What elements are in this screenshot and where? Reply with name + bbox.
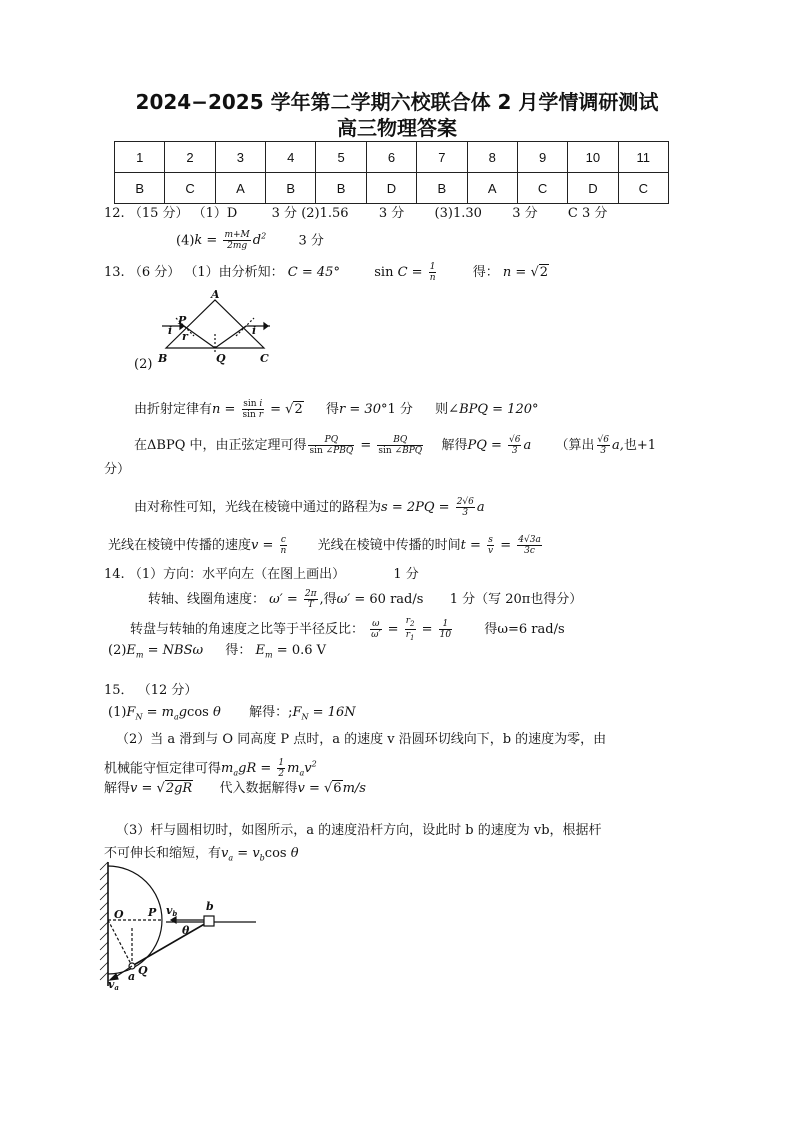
label-i-right: i	[252, 324, 257, 337]
answer-table	[114, 141, 669, 204]
answer-cell: B	[316, 173, 366, 204]
q14-omega-c: 60 rad/s	[369, 592, 424, 607]
q12-line2	[176, 228, 324, 251]
q15-part1-value: 16	[327, 705, 345, 720]
q13-pq-value: PQ = $\frac{√6}{3}$ a	[467, 435, 532, 456]
question-number-cell: 4	[266, 142, 316, 173]
q13-alt-value: $\frac{√6}{3}$ a,	[597, 435, 624, 456]
question-number-cell: 2	[165, 142, 215, 173]
q13-n-value: n = √2	[502, 265, 549, 280]
q13-refraction-line	[134, 399, 539, 420]
label-C: C	[260, 352, 269, 365]
wall-hatching	[100, 862, 108, 980]
answer-cell: C	[165, 173, 215, 204]
q15-energy-formula: $m_agR$ = $\frac{1}{2}$ $m_av^2$	[221, 758, 317, 780]
q15-part1-line	[108, 704, 356, 727]
q15-points: （12 分）	[137, 683, 198, 698]
answer-cell: A	[215, 173, 265, 204]
answer-table-numbers-row	[115, 142, 669, 173]
q13-sinc-formula: sin C = $\frac{1}{n}$	[374, 262, 436, 283]
q13-refraction-b: 得	[326, 402, 340, 417]
rod-circle-diagram	[96, 858, 260, 992]
q13-sine-e: 分）	[104, 462, 131, 477]
q14-ratio-b: 得ω=6 rad/s	[484, 621, 565, 637]
label-P: P	[148, 906, 157, 919]
question-number-cell: 6	[366, 142, 416, 173]
label-P: P	[178, 314, 187, 327]
slider-b	[204, 916, 214, 926]
label-va: va	[108, 978, 119, 992]
answer-cell: C	[618, 173, 668, 204]
q13-sine-b: 解得	[441, 438, 468, 453]
q12-points: （15 分）	[128, 206, 189, 221]
q15-part3-text2: 不可伸长和缩短，有	[104, 846, 222, 861]
answer-cell: B	[266, 173, 316, 204]
q12-score1: 3 分	[271, 206, 298, 221]
q15-part2-line3	[104, 780, 366, 798]
q15-normal-force-formula: $F_N = m_agcos$ θ	[126, 705, 221, 722]
q13-time-text: 光线在棱镜中传播的时间	[317, 538, 461, 553]
label-A: A	[211, 288, 220, 301]
q15-part2-text2: 机械能守恒定律可得	[104, 761, 222, 777]
question-number-cell: 11	[618, 142, 668, 173]
q14-omega-a: 转轴、线圈角速度：	[148, 592, 266, 607]
q12-label: 12.	[104, 206, 125, 221]
q12-line1	[104, 205, 607, 223]
prism-diagram	[132, 288, 282, 370]
q14-ratio-line	[130, 616, 565, 643]
q15-part1-label: (1)	[108, 705, 127, 720]
answer-cell: B	[115, 173, 165, 204]
q13-sine-c: （算出	[555, 438, 595, 453]
q12-formula: k = $\frac{m+M}{2mg}$ $d^2$	[194, 230, 267, 252]
q13-sine-d: 也+1	[623, 438, 657, 453]
q13-time-formula: t = $\frac{s}{v}$ = $\frac{4√3a}{3c}$	[460, 535, 541, 556]
q15-velocity-relation: $v_a = v_b\cos$ θ	[221, 846, 299, 863]
q15-part2-solve: 解得	[104, 781, 131, 796]
q15-part1-unit: N	[344, 705, 356, 720]
q13-refraction-c: 1 分	[387, 402, 413, 417]
q12-part4-label: (4)	[176, 233, 195, 249]
label-theta: θ	[182, 924, 190, 937]
q13-points: （6 分）	[128, 265, 181, 280]
label-Q: Q	[216, 352, 226, 365]
label-Q: Q	[138, 964, 148, 977]
q12-part2: (2)1.56	[301, 206, 349, 221]
q15-v-formula: v = √2gR	[130, 781, 193, 796]
q14-omega-b: ,得	[319, 592, 337, 607]
label-a: a	[128, 970, 136, 983]
q14-omega-formula: ω′ = $\frac{2\pi}{T}$	[269, 589, 317, 610]
q14-emf-symbol: $E_m$ =	[255, 643, 292, 660]
dashed-radius-oq	[108, 920, 132, 966]
label-B: B	[158, 352, 168, 365]
q13-sine-formula: $\frac{PQ}{\text{sin ∠PBQ}}$ = $\frac{BQ}{\text{sin ∠BPQ}}$	[309, 435, 423, 456]
q13-path-line	[134, 497, 485, 518]
q14-part2-got: 得：	[225, 643, 252, 658]
q14-emf-formula: $E_m = NBS\omega$	[126, 643, 204, 660]
answer-cell: D	[568, 173, 618, 204]
answer-cell: B	[417, 173, 467, 204]
answer-cell: C	[517, 173, 567, 204]
label-vb: vb	[166, 904, 178, 918]
q15-normal-force-symbol: $F_N$ =	[292, 705, 328, 722]
q12-part1: （1）D	[192, 206, 238, 221]
label-b: b	[206, 900, 214, 913]
q15-v-value: v = √6m/s	[297, 781, 366, 796]
q15-part2-sub: 代入数据解得	[219, 781, 298, 796]
q15-line1	[104, 682, 197, 700]
q14-part1: （1）方向：水平向左（在图上画出）	[128, 567, 346, 582]
refracted-ray-1	[184, 326, 215, 348]
q14-omega-line	[148, 589, 582, 610]
label-i-left: i	[168, 324, 173, 337]
q13-sine-a: 在ΔBPQ 中，由正弦定理可得	[134, 438, 307, 453]
q14-part2-label: (2)	[108, 643, 127, 658]
question-number-cell: 1	[115, 142, 165, 173]
q13-refraction-formula: n = $\frac{\text{sin i}}{\text{sin r}}$ = √2	[212, 399, 303, 420]
q13-angle-value: ∠BPQ = 120°	[448, 402, 539, 417]
answer-table-answers-row	[115, 173, 669, 204]
q13-path-formula: s = 2PQ = $\frac{2√6}{3}$ a	[381, 497, 485, 518]
q14-score1: 1 分	[393, 567, 419, 582]
q15-part1-solve: 解得：;	[249, 705, 293, 720]
q13-r-value: r = 30°	[339, 402, 388, 417]
q12-score3: 3 分	[512, 206, 538, 221]
q14-label: 14.	[104, 567, 125, 582]
refracted-ray-2	[215, 326, 246, 348]
question-number-cell: 10	[568, 142, 618, 173]
q13-speed-formula: v = $\frac{c}{n}$	[251, 535, 287, 556]
arrow-head-out	[264, 323, 268, 329]
q13-speed-line	[108, 535, 544, 556]
q13-speed-text: 光线在棱镜中传播的速度	[108, 538, 252, 553]
q12-score3b: 3 分	[581, 206, 608, 221]
question-number-cell: 5	[316, 142, 366, 173]
q15-part2-line2	[104, 756, 317, 783]
q14-omega-d: 1 分（写 20π也得分）	[449, 592, 583, 607]
answer-cell: D	[366, 173, 416, 204]
q12-part3b: C	[567, 206, 578, 221]
q15-part3-text: （3）杆与圆相切时，如图所示，a 的速度沿杆方向，设此时 b 的速度为 vb，根据杆	[116, 823, 602, 838]
q12-part3: (3)1.30	[434, 206, 482, 221]
q14-part2-line	[108, 642, 326, 665]
q15-label: 15．	[104, 683, 134, 698]
q14-line1	[104, 566, 419, 584]
q13-part2-label: (2)	[134, 357, 153, 372]
q14-ratio-formula: $\frac{\omega}{\omega'}$ = $\frac{r_2}{r_1}$ = $\frac{1}{10}$	[371, 616, 452, 642]
question-number-cell: 8	[467, 142, 517, 173]
page-subtitle: 高三物理答案	[337, 116, 457, 140]
q13-line1	[104, 262, 549, 283]
q12-score4: 3 分	[298, 233, 324, 249]
q14-ratio-a: 转盘与转轴的角速度之比等于半径反比：	[130, 621, 365, 637]
q13-got: 得：	[472, 265, 499, 280]
q13-refraction-d: 则	[435, 402, 449, 417]
page-title: 2024−2025 学年第二学期六校联合体 2 月学情调研测试	[135, 90, 659, 114]
label-r: r	[182, 330, 188, 343]
q13-sine-line	[134, 435, 656, 456]
q13-label: 13.	[104, 265, 125, 280]
q13-refraction-a: 由折射定律有	[134, 402, 213, 417]
answer-cell: A	[467, 173, 517, 204]
q13-part1-text: （1）由分析知：	[184, 265, 284, 280]
q13-path-text: 由对称性可知，光线在棱镜中通过的路程为	[134, 500, 382, 515]
question-number-cell: 7	[417, 142, 467, 173]
q14-part2-value: 0.6 V	[291, 643, 327, 658]
q15-part2-text: （2）当 a 滑到与 O 同高度 P 点时，a 的速度 v 沿圆环切线向下，b 的速度为零，由	[116, 732, 607, 747]
question-number-cell: 3	[215, 142, 265, 173]
q12-score2: 3 分	[378, 206, 405, 221]
rod	[132, 922, 208, 966]
q14-omega-prime: ω′ =	[336, 592, 370, 607]
question-number-cell: 9	[517, 142, 567, 173]
q13-critical-angle: C = 45°	[287, 265, 340, 280]
label-O: O	[114, 908, 124, 921]
